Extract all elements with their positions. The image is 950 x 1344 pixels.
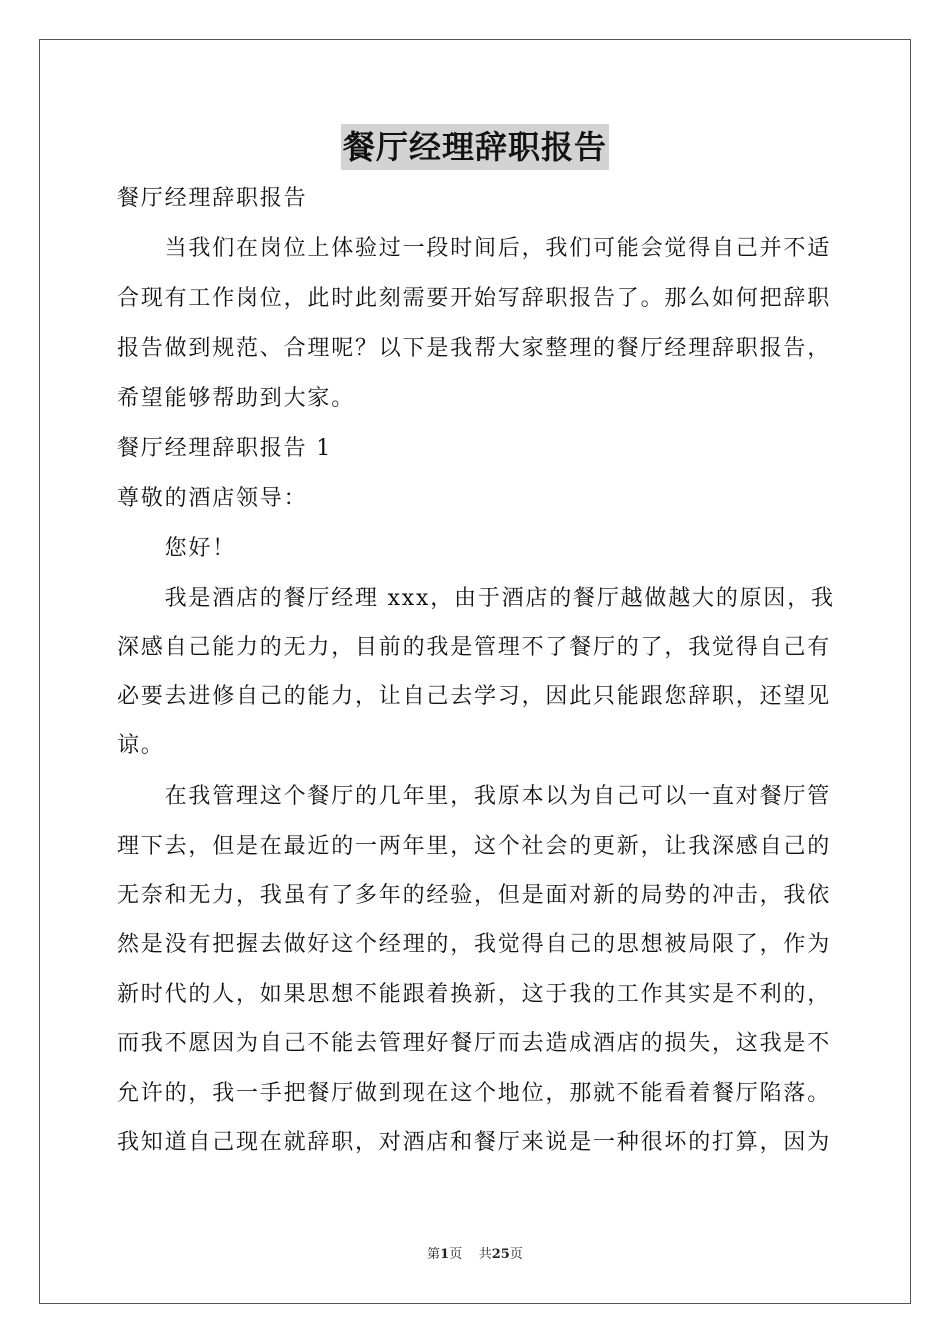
title-block <box>0 124 950 170</box>
total-prefix: 共 <box>478 1247 492 1262</box>
paragraph-line: 必要去进修自己的能力，让自己去学习，因此只能跟您辞职，还望见 <box>117 684 832 709</box>
paragraph-line: 深感自己能力的无力，目前的我是管理不了餐厅的了，我觉得自己有 <box>117 635 832 660</box>
paragraph-line: 谅。 <box>117 733 165 758</box>
page-footer <box>0 1246 950 1264</box>
paragraph-line: 报告做到规范、合理呢？以下是我帮大家整理的餐厅经理辞职报告， <box>117 336 832 361</box>
paragraph-line: 餐厅经理辞职报告 1 <box>117 436 332 461</box>
page-number: 1 <box>440 1247 450 1262</box>
page-border <box>39 39 911 1304</box>
paragraph-line: 餐厅经理辞职报告 <box>117 186 308 211</box>
total-pages: 25 <box>491 1247 510 1262</box>
paragraph-line: 而我不愿因为自己不能去管理好餐厅而去造成酒店的损失，这我是不 <box>117 1031 832 1056</box>
total-suffix: 页 <box>509 1247 523 1262</box>
paragraph-line: 尊敬的酒店领导： <box>117 486 308 511</box>
paragraph-line: 当我们在岗位上体验过一段时间后，我们可能会觉得自己并不适 <box>117 236 832 261</box>
paragraph-line: 允许的，我一手把餐厅做到现在这个地位，那就不能看着餐厅陷落。 <box>117 1081 832 1106</box>
paragraph-line: 我是酒店的餐厅经理 xxx，由于酒店的餐厅越做越大的原因，我 <box>117 586 835 611</box>
paragraph-line: 您好！ <box>117 536 237 561</box>
page-prefix: 第 <box>427 1247 441 1262</box>
document-title: 餐厅经理辞职报告 <box>341 124 609 170</box>
paragraph-line: 无奈和无力，我虽有了多年的经验，但是面对新的局势的冲击，我依 <box>117 883 832 908</box>
paragraph-line: 我知道自己现在就辞职，对酒店和餐厅来说是一种很坏的打算，因为 <box>117 1130 832 1155</box>
paragraph-line: 然是没有把握去做好这个经理的，我觉得自己的思想被局限了，作为 <box>117 932 832 957</box>
paragraph-line: 新时代的人，如果思想不能跟着换新，这于我的工作其实是不利的， <box>117 982 832 1007</box>
paragraph-line: 理下去，但是在最近的一两年里，这个社会的更新，让我深感自己的 <box>117 834 832 859</box>
page-suffix: 页 <box>449 1247 463 1262</box>
paragraph-line: 希望能够帮助到大家。 <box>117 386 356 411</box>
paragraph-line: 合现有工作岗位，此时此刻需要开始写辞职报告了。那么如何把辞职 <box>117 286 832 311</box>
paragraph-line: 在我管理这个餐厅的几年里，我原本以为自己可以一直对餐厅管 <box>117 784 832 809</box>
